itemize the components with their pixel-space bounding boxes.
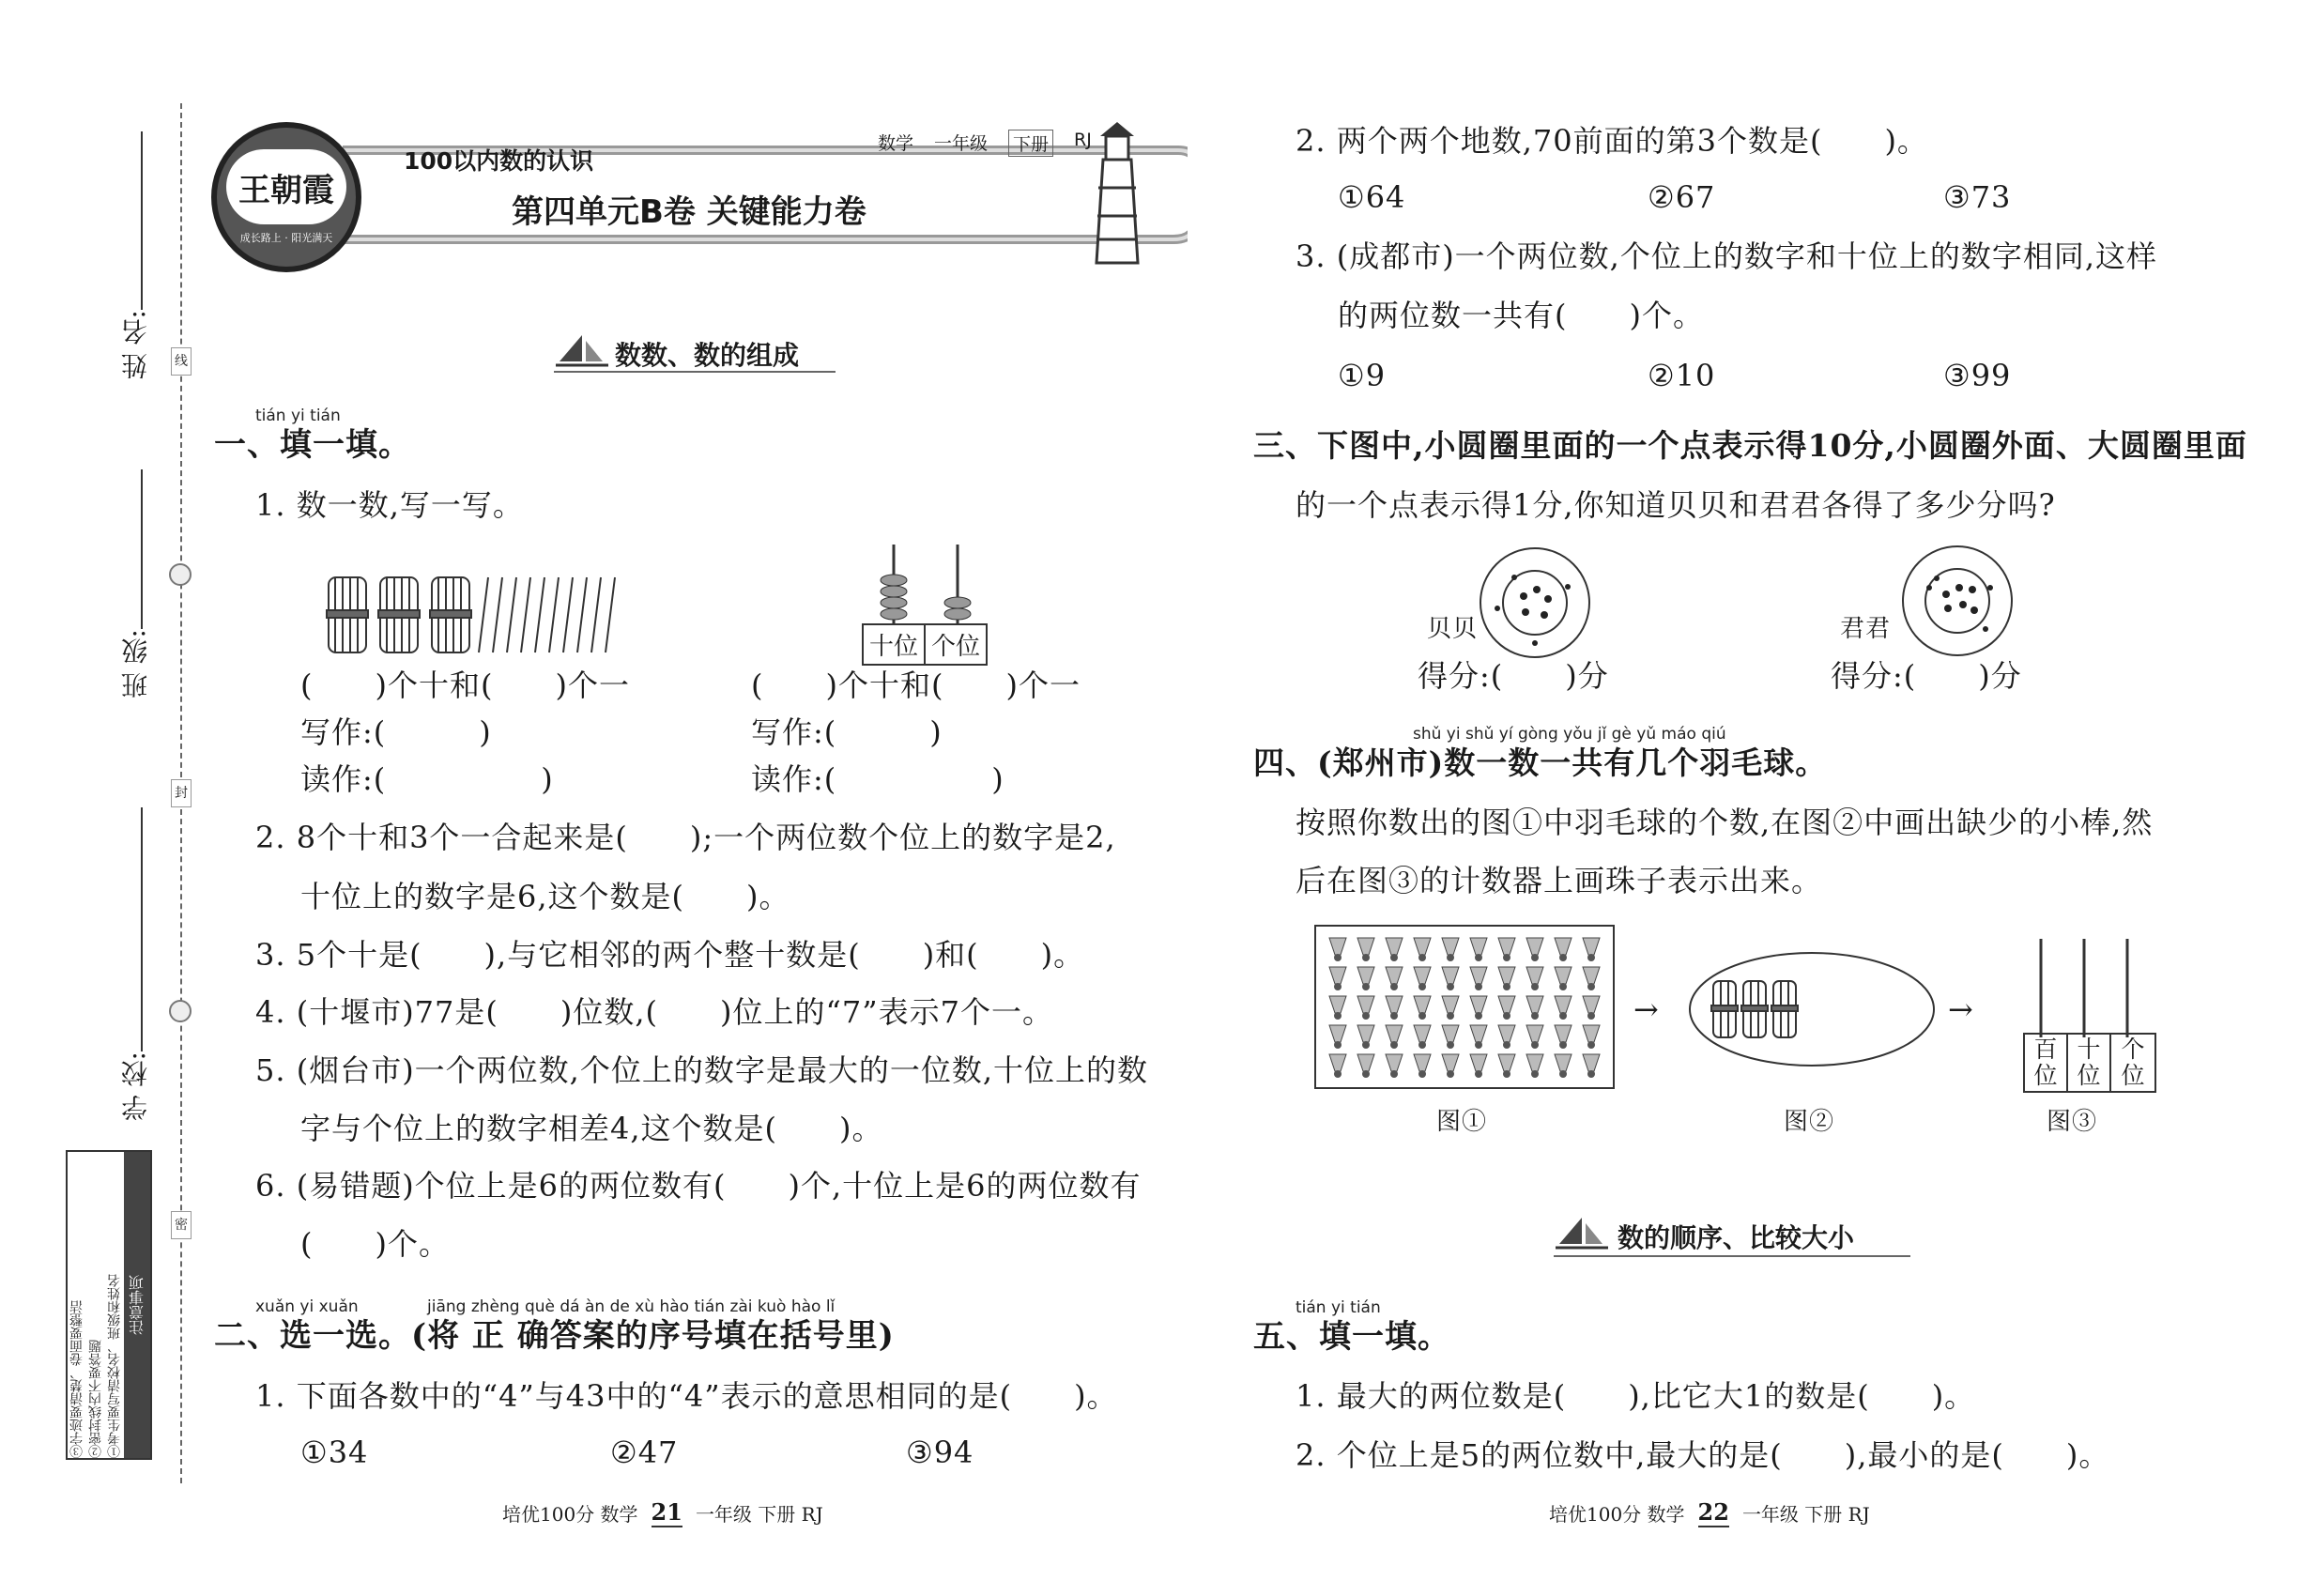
shuttlecock-icon — [1414, 1054, 1431, 1078]
shuttlecock-icon — [1386, 996, 1403, 1020]
meta-edition: RJ — [1074, 130, 1092, 150]
arrow-icon: → — [1633, 991, 1660, 1027]
answer-line[interactable]: 读作:( ) — [300, 761, 554, 797]
shuttlecock-icon — [1386, 967, 1403, 990]
dot-circle-junjun — [1892, 543, 2023, 665]
meta-volume: 下册 — [1008, 130, 1053, 157]
part3-title: 三、下图中,小圆圈里面的一个点表示得10分,小圆圈外面、大圆圈里面 — [1253, 427, 2247, 464]
shuttlecock-icon — [1357, 1054, 1374, 1078]
shuttlecock-icon — [1583, 996, 1600, 1020]
student-name: 贝贝 — [1427, 615, 1479, 643]
shuttlecock-icon — [1357, 1025, 1374, 1049]
shuttlecock-icon — [1329, 1054, 1346, 1078]
answer-line[interactable]: 读作:( ) — [751, 761, 1004, 797]
part3-title-cont: 的一个点表示得1分,你知道贝贝和君君各得了多少分吗? — [1296, 487, 2056, 523]
shuttlecock-icon — [1329, 1025, 1346, 1049]
cut-mark-2: 封 — [171, 779, 192, 807]
page-number: 21 — [651, 1498, 682, 1526]
cut-mark-3: 密 — [171, 1211, 192, 1239]
student-name: 君君 — [1840, 615, 1892, 643]
notice-title: 注意事项 — [124, 1152, 150, 1458]
shuttlecock-icon — [1442, 967, 1459, 990]
question-4: 4. (十堰市)77是( )位数,( )位上的“7”表示7个一。 — [255, 994, 1053, 1030]
figure-caption: 图③ — [2047, 1108, 2098, 1136]
question-1: 1. 数一数,写一写。 — [255, 487, 524, 523]
section-title: 数数、数的组成 — [615, 340, 800, 371]
shuttlecock-icon — [1414, 996, 1431, 1020]
binding-sidebar — [0, 0, 188, 1596]
shuttlecock-icon — [1442, 938, 1459, 961]
class-input-line[interactable] — [141, 469, 143, 629]
option[interactable]: ①34 — [300, 1435, 369, 1470]
shuttlecock-icon — [1386, 938, 1403, 961]
footer-right: 一年级 下册 RJ — [1741, 1503, 1870, 1526]
shuttlecock-icon — [1498, 1025, 1515, 1049]
shuttlecock-icon — [1583, 967, 1600, 990]
pinyin: tián yi tián — [255, 407, 341, 425]
shuttlecock-icon — [1357, 938, 1374, 961]
option[interactable]: ①9 — [1338, 358, 1387, 393]
shuttlecock-icon — [1498, 938, 1515, 961]
tens-label: 十位 — [2068, 1035, 2111, 1091]
shuttlecock-icon — [1414, 1025, 1431, 1049]
option[interactable]: ③94 — [906, 1435, 974, 1470]
notice-item: ③字迹要清楚、卷面要整洁 — [69, 1300, 84, 1458]
header-topic: 100以内数的认识 — [404, 147, 594, 175]
shuttlecock-icon — [1442, 1025, 1459, 1049]
choice-question-2: 2. 两个两个地数,70前面的第3个数是( )。 — [1296, 123, 1928, 159]
school-label: 学 校: — [120, 1051, 151, 1122]
notice-item: ①考生要写清校名、班级和姓名 — [107, 1274, 122, 1458]
ones-label: 个位 — [931, 633, 981, 661]
shuttlecock-icon — [1526, 967, 1543, 990]
question-2-cont: 十位上的数字是6,这个数是( )。 — [300, 879, 790, 914]
shuttlecock-icon — [1470, 967, 1487, 990]
answer-line[interactable]: ( )个十和( )个一 — [300, 668, 630, 703]
shuttlecock-icon — [1386, 1025, 1403, 1049]
shuttlecock-icon — [1583, 1054, 1600, 1078]
answer-line[interactable]: 写作:( ) — [751, 714, 943, 750]
part2-title: 二、选一选。(将 正 确答案的序号填在括号里) — [214, 1317, 895, 1355]
notice-item: ②密封线内不要答题 — [88, 1340, 103, 1458]
pinyin: shǔ yi shǔ yí gòng yǒu jǐ gè yǔ máo qiú — [1413, 725, 1726, 744]
pinyin: jiāng zhèng què dá àn de xù hào tián zài kuò hào lǐ — [427, 1297, 836, 1316]
shuttlecock-icon — [1526, 996, 1543, 1020]
shuttlecock-image — [1322, 932, 1607, 1082]
meta-subject: 数学 — [878, 133, 914, 154]
section-heading-1 — [554, 333, 836, 373]
sailboat-icon — [1554, 1216, 1610, 1253]
header-meta — [878, 130, 1092, 157]
part4-prefix: 四、(郑州市) — [1253, 744, 1445, 781]
stick-oval-image — [1685, 948, 1939, 1070]
score-blank[interactable]: 得分:( )分 — [1831, 658, 2022, 694]
sailboat-icon — [554, 333, 610, 371]
meta-grade: 一年级 — [934, 133, 989, 154]
hundreds-label: 百位 — [2025, 1035, 2068, 1091]
school-input-line[interactable] — [141, 807, 143, 1051]
footer-left: 培优100分 数学 — [502, 1503, 638, 1526]
figure-caption: 图① — [1436, 1108, 1488, 1136]
stick-bundles-image — [324, 573, 643, 662]
shuttlecock-icon — [1583, 1025, 1600, 1049]
section-heading-2 — [1554, 1216, 1910, 1255]
shuttlecock-icon — [1583, 938, 1600, 961]
shuttlecock-icon — [1470, 1025, 1487, 1049]
shuttlecock-icon — [1470, 1054, 1487, 1078]
shuttlecock-icon — [1442, 996, 1459, 1020]
scissors-icon — [169, 1000, 192, 1022]
shuttlecock-icon — [1498, 967, 1515, 990]
scissors-icon — [169, 563, 192, 586]
answer-line[interactable]: 写作:( ) — [300, 714, 492, 750]
page-number: 22 — [1697, 1498, 1729, 1526]
shuttlecock-icon — [1329, 996, 1346, 1020]
brand-name: 王朝霞 — [226, 149, 346, 224]
tens-label: 十位 — [864, 625, 926, 664]
shuttlecock-icon — [1357, 996, 1374, 1020]
shuttlecock-icon — [1526, 938, 1543, 961]
lighthouse-icon — [1080, 122, 1155, 272]
name-input-line[interactable] — [141, 131, 143, 310]
option[interactable]: ②67 — [1648, 179, 1716, 215]
shuttlecock-icon — [1414, 938, 1431, 961]
part4-title — [1253, 744, 1827, 782]
fill-question-1: 1. 最大的两位数是( ),比它大1的数是( )。 — [1296, 1378, 1976, 1414]
question-3: 3. 5个十是( ),与它相邻的两个整十数是( )和( )。 — [255, 937, 1085, 973]
part4-main: 数一数一共有几个羽毛球。 — [1444, 744, 1828, 781]
shuttlecock-icon — [1555, 967, 1572, 990]
brand-slogan: 成长路上 · 阳光满天 — [239, 232, 333, 244]
shuttlecock-icon — [1386, 1054, 1403, 1078]
footer-right: 一年级 下册 RJ — [695, 1503, 823, 1526]
option[interactable]: ③99 — [1943, 358, 2012, 393]
notice-box — [66, 1150, 152, 1460]
arrow-icon: → — [1948, 991, 1974, 1027]
shuttlecock-icon — [1357, 967, 1374, 990]
page-title: 第四单元B卷 关键能力卷 — [512, 193, 866, 231]
section-title: 数的顺序、比较大小 — [1618, 1222, 1855, 1253]
shuttlecock-icon — [1526, 1025, 1543, 1049]
page-footer — [1549, 1498, 1870, 1527]
figure-caption: 图② — [1784, 1108, 1835, 1136]
shuttlecock-icon — [1498, 996, 1515, 1020]
abacus-image — [854, 540, 995, 624]
answer-line[interactable]: ( )个十和( )个一 — [751, 668, 1081, 703]
shuttlecock-icon — [1414, 967, 1431, 990]
shuttlecock-icon — [1442, 1054, 1459, 1078]
shuttlecock-icon — [1329, 938, 1346, 961]
part5-title: 五、填一填。 — [1253, 1318, 1450, 1356]
class-label: 班 级: — [120, 629, 151, 699]
score-blank[interactable]: 得分:( )分 — [1418, 658, 1609, 694]
shuttlecock-icon — [1555, 996, 1572, 1020]
question-5-cont: 字与个位上的数字相差4,这个数是( )。 — [300, 1111, 883, 1146]
page-footer — [502, 1498, 823, 1527]
question-2: 2. 8个十和3个一合起来是( );一个两位数个位上的数字是2, — [255, 820, 1116, 855]
abacus-labels — [862, 623, 988, 666]
part4-desc: 按照你数出的图①中羽毛球的个数,在图②中画出缺少的小棒,然 — [1296, 805, 2154, 840]
brand-logo — [211, 122, 361, 272]
header-banner — [202, 113, 1188, 272]
option[interactable]: ②10 — [1648, 358, 1716, 393]
shuttlecock-icon — [1470, 996, 1487, 1020]
fill-question-2: 2. 个位上是5的两位数中,最大的是( ),最小的是( )。 — [1296, 1437, 2110, 1473]
name-label: 姓 名: — [120, 310, 151, 380]
shuttlecock-icon — [1498, 1054, 1515, 1078]
cut-mark-1: 线 — [171, 347, 192, 376]
shuttlecock-icon — [1470, 938, 1487, 961]
question-6-cont: ( )个。 — [300, 1226, 450, 1262]
question-6: 6. (易错题)个位上是6的两位数有( )个,十位上是6的两位数有 — [255, 1168, 1142, 1204]
pinyin: xuǎn yi xuǎn — [255, 1297, 359, 1316]
choice-question-1: 1. 下面各数中的“4”与43中的“4”表示的意思相同的是( )。 — [255, 1378, 1118, 1414]
shuttlecock-icon — [1555, 1054, 1572, 1078]
shuttlecock-icon — [1526, 1054, 1543, 1078]
question-5: 5. (烟台市)一个两位数,个位上的数字是最大的一位数,十位上的数 — [255, 1052, 1149, 1088]
option[interactable]: ②47 — [610, 1435, 679, 1470]
counter-labels — [2023, 1033, 2156, 1093]
part1-title: 一、填一填。 — [214, 426, 411, 464]
part4-desc-cont: 后在图③的计数器上画珠子表示出来。 — [1296, 863, 1823, 898]
option[interactable]: ③73 — [1943, 179, 2012, 215]
choice-question-3: 3. (成都市)一个两位数,个位上的数字和十位上的数字相同,这样 — [1296, 238, 2158, 274]
footer-left: 培优100分 数学 — [1549, 1503, 1685, 1526]
choice-question-3-cont: 的两位数一共有( )个。 — [1338, 298, 1704, 333]
shuttlecock-icon — [1329, 967, 1346, 990]
shuttlecock-icon — [1555, 1025, 1572, 1049]
ones-label: 个位 — [2121, 1036, 2145, 1089]
option[interactable]: ①64 — [1338, 179, 1406, 215]
pinyin: tián yi tián — [1296, 1298, 1381, 1317]
dot-circle-beibei — [1469, 545, 1601, 667]
counter-rods-image — [2009, 934, 2150, 1037]
shuttlecock-icon — [1555, 938, 1572, 961]
